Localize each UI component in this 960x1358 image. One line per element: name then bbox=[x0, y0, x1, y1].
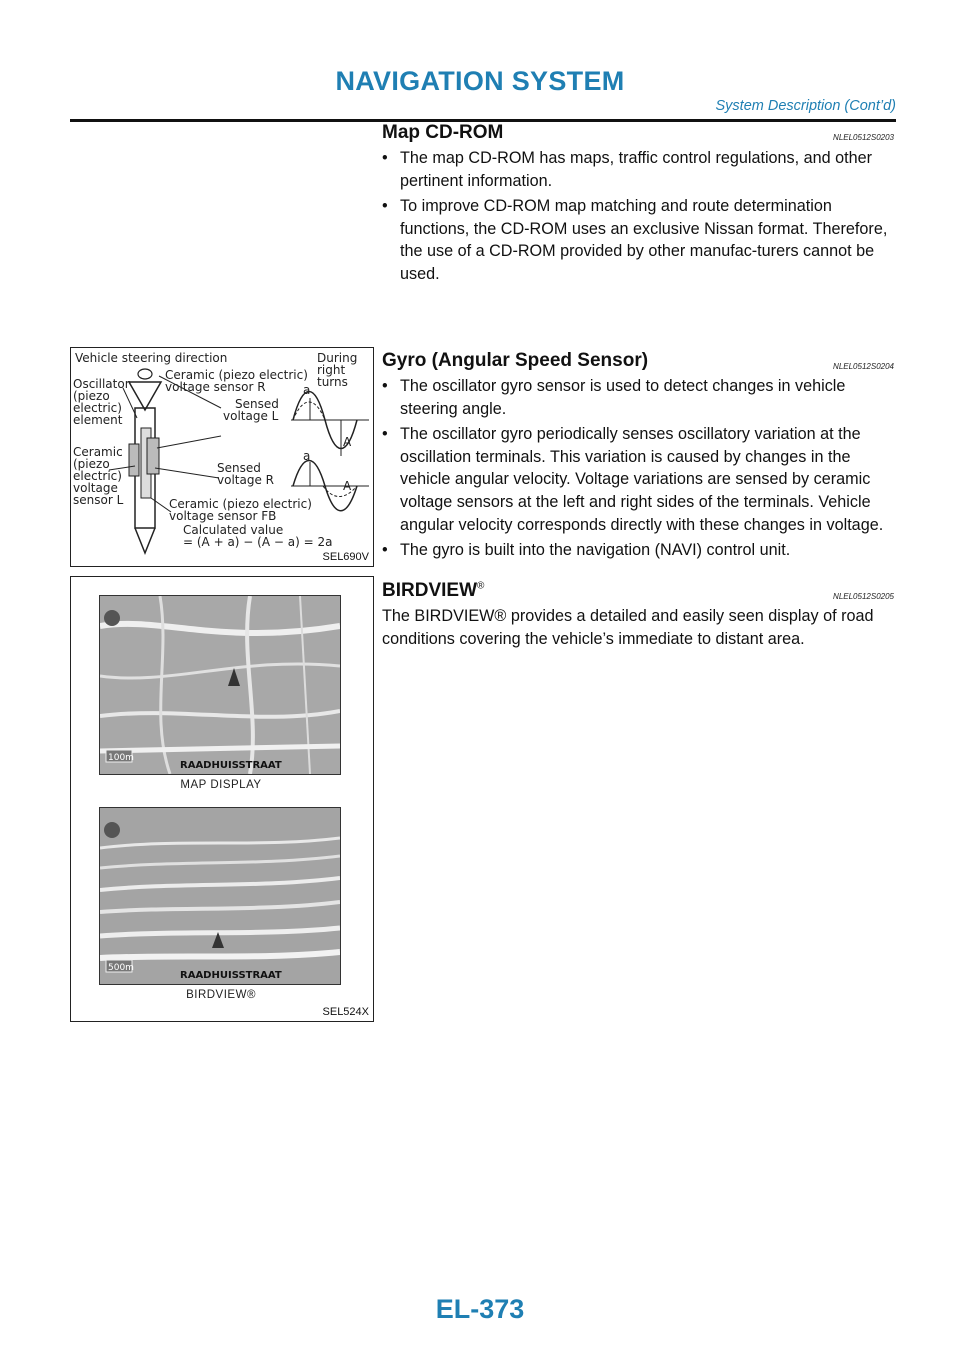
page-header-title: NAVIGATION SYSTEM bbox=[335, 66, 625, 96]
figure-code: SEL524X bbox=[322, 1006, 369, 1018]
section-code-gyro: NLEL0512S0204 bbox=[833, 362, 894, 371]
bullet-mark: • bbox=[382, 541, 388, 560]
bullet-text: The map CD-ROM has maps, traffic control regulations, and other pertinent information. bbox=[400, 149, 873, 190]
bullet-text: The gyro is built into the navigation (NAVI) control unit. bbox=[400, 541, 791, 560]
label-ceramic-fb-1: Ceramic (piezo electric) bbox=[169, 497, 312, 511]
page-header-subtitle: System Description (Cont’d) bbox=[715, 98, 896, 114]
bullet-mark: • bbox=[382, 425, 388, 444]
section-code-map-cdrom: NLEL0512S0203 bbox=[833, 133, 894, 142]
label-sensed-l-1: Sensed bbox=[235, 397, 279, 411]
bullet-item bbox=[382, 423, 894, 536]
figure-map-displays bbox=[70, 576, 374, 1022]
birdview-street: RAADHUISSTRAAT bbox=[180, 970, 282, 981]
figure-code: SEL690V bbox=[322, 551, 369, 563]
leader-line bbox=[157, 436, 221, 448]
label-ceramic-fb-2: voltage sensor FB bbox=[169, 509, 277, 523]
label-during-3: turns bbox=[317, 375, 348, 389]
label-ceramic-l-5: sensor L bbox=[73, 493, 124, 507]
label-oscillator-2: (piezo bbox=[73, 389, 110, 403]
label-ceramic-l-3: electric) bbox=[73, 469, 122, 483]
map-display-caption: MAP DISPLAY bbox=[180, 779, 262, 791]
page-number: EL-373 bbox=[435, 1294, 525, 1324]
label-oscillator-1: Oscillator bbox=[73, 377, 130, 391]
section-heading-gyro: Gyro (Angular Speed Sensor) bbox=[382, 350, 649, 371]
bullet-item bbox=[382, 195, 894, 285]
label-ceramic-l-4: voltage bbox=[73, 481, 118, 495]
bullet-text: The oscillator gyro periodically senses oscillatory variation at the oscillation terminals. This variation is caused by changes in the vehicle angular velocity. Voltage variations are sensed by ceramic voltage sensors at the left and right sides of the terminals. Vehicle angular velocity corresponds directly with these changes in voltage. bbox=[400, 425, 884, 534]
bullet-text: To improve CD-ROM map matching and route determination functions, the CD-ROM uses an exclusive Nissan format. Therefore, the use of a CD-ROM provided by other manufac-turers cannot be used. bbox=[400, 197, 888, 283]
bullet-item bbox=[382, 539, 894, 562]
label-sensed-r-2: voltage R bbox=[217, 473, 274, 487]
heading-text: BIRDVIEW bbox=[382, 580, 477, 601]
label-a-small: a bbox=[303, 449, 311, 463]
label-a-small: a bbox=[303, 383, 311, 397]
figure-gyro-sensor bbox=[70, 347, 374, 567]
label-oscillator-4: element bbox=[73, 413, 123, 427]
birdview-scale: 500m bbox=[108, 963, 134, 973]
section-code-birdview: NLEL0512S0205 bbox=[833, 592, 894, 601]
label-during-2: right bbox=[317, 363, 346, 377]
label-ceramic-l-2: (piezo bbox=[73, 457, 110, 471]
birdview-screen bbox=[99, 807, 341, 985]
bullet-list-map-cdrom bbox=[382, 147, 894, 289]
leader-line bbox=[155, 468, 219, 478]
birdview-caption: BIRDVIEW® bbox=[186, 989, 256, 1001]
prism-tip-icon bbox=[135, 528, 155, 553]
map-display-image bbox=[100, 596, 340, 774]
label-oscillator-3: electric) bbox=[73, 401, 122, 415]
label-during-1: During bbox=[317, 351, 358, 365]
prism-top-icon bbox=[129, 382, 161, 410]
bullet-text: The oscillator gyro sensor is used to detect changes in vehicle steering angle. bbox=[400, 377, 846, 418]
label-vehicle-steering: Vehicle steering direction bbox=[75, 351, 228, 365]
bullet-mark: • bbox=[382, 377, 388, 395]
label-sensed-l-2: voltage L bbox=[223, 409, 279, 423]
label-ceramic-l-1: Ceramic bbox=[73, 445, 123, 459]
registered-mark: ® bbox=[477, 580, 485, 592]
label-calc-1: Calculated value bbox=[183, 523, 284, 537]
label-ceramic-r-1: Ceramic (piezo electric) bbox=[165, 368, 308, 382]
bullet-list-gyro bbox=[382, 375, 894, 565]
label-ceramic-r-2: voltage sensor R bbox=[165, 380, 266, 394]
map-scale: 100m bbox=[108, 753, 134, 763]
bullet-mark: • bbox=[382, 149, 388, 167]
leader-line bbox=[151, 498, 171, 512]
label-sensed-r-1: Sensed bbox=[217, 461, 261, 475]
oscillator-circle-icon bbox=[138, 369, 152, 379]
map-street: RAADHUISSTRAAT bbox=[180, 760, 282, 771]
map-display-screen bbox=[99, 595, 341, 775]
label-a-big: A bbox=[343, 479, 352, 493]
label-a-big: A bbox=[343, 435, 352, 449]
bullet-mark: • bbox=[382, 197, 388, 216]
gyro-diagram bbox=[71, 348, 373, 566]
birdview-paragraph: The BIRDVIEW® provides a detailed and easily seen display of road conditions covering the vehicle’s immediate to distant area. bbox=[382, 607, 874, 648]
label-calc-2: = (A + a) − (A − a) = 2a bbox=[183, 535, 333, 549]
birdview-image bbox=[100, 808, 340, 984]
sensor-block-l bbox=[129, 444, 139, 476]
section-heading-birdview bbox=[382, 580, 484, 602]
bullet-item bbox=[382, 375, 894, 420]
section-heading-map-cdrom: Map CD-ROM bbox=[382, 122, 504, 143]
bullet-item bbox=[382, 147, 894, 192]
